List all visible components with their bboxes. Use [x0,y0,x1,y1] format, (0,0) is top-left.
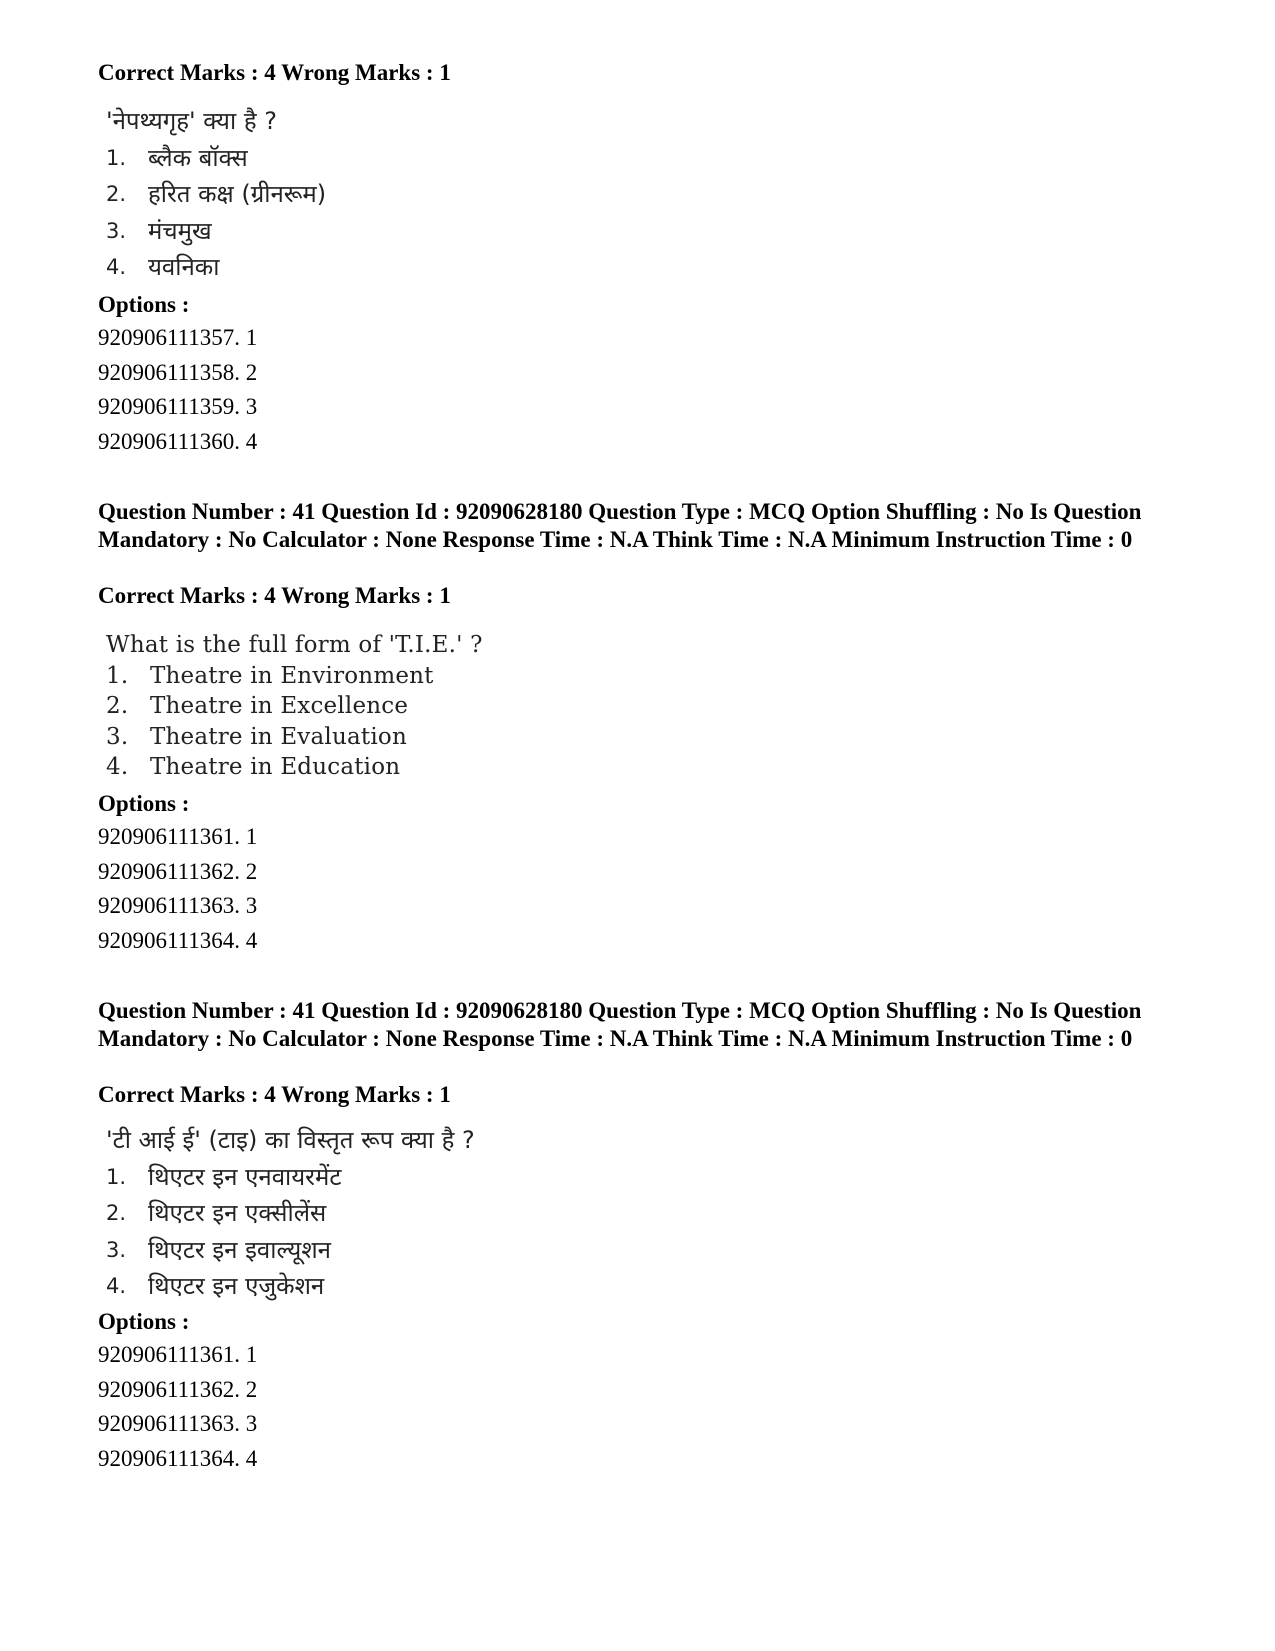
choice-item [106,1195,475,1232]
question-text: 'टी आई ई' (टाइ) का विस्तृत रूप क्या है ? [106,1126,475,1154]
choice-text: Theatre in Environment [150,662,434,689]
choice-item [106,1159,475,1196]
question-text: What is the full form of 'T.I.E.' ? [106,632,483,658]
choice-text: हरित कक्ष (ग्रीनरूम) [148,180,327,208]
choice-item [106,140,326,177]
option-item: 920906111362. 2 [98,858,258,884]
choice-number: 1. [106,145,127,170]
marks-line: Correct Marks : 4 Wrong Marks : 1 [98,60,451,85]
option-item: 920906111357. 1 [98,325,258,350]
options-label: Options : [98,1309,190,1334]
choice-text: यवनिका [148,253,220,281]
choice-item [106,176,326,213]
option-item: 920906111361. 1 [98,1342,258,1367]
options-list [98,321,1178,459]
choice-text: थिएटर इन एक्सीलेंस [148,1199,327,1227]
option-item: 920906111364. 4 [98,1445,258,1471]
choice-item [106,249,326,286]
choice-list [106,140,326,286]
choice-item [106,752,483,783]
choice-number: 1. [106,1164,127,1189]
choice-text: Theatre in Education [150,754,401,780]
question-image [106,103,326,286]
choice-number: 4. [106,1274,127,1298]
choice-text: Theatre in Excellence [150,693,409,719]
choice-number: 2. [106,693,129,719]
options-list [98,820,1178,958]
question-text: 'नेपथ्यगृह' क्या है ? [106,107,277,135]
choice-number: 1. [106,662,129,689]
choice-text: ब्लैक बॉक्स [148,143,248,172]
option-item: 920906111363. 3 [98,893,258,918]
choice-item [106,661,483,692]
choice-list [106,661,483,783]
options-label: Options : [98,791,190,816]
option-item: 920906111359. 3 [98,394,258,419]
option-item: 920906111364. 4 [98,927,258,953]
choice-item [106,1232,475,1269]
choice-number: 4. [106,255,127,279]
option-item: 920906111362. 2 [98,1376,258,1402]
choice-text: मंचमुख [148,216,212,245]
choice-number: 4. [106,754,129,780]
choice-item [106,691,483,722]
choice-item [106,213,326,250]
choice-text: थिएटर इन इवाल्यूशन [148,1235,331,1264]
choice-text: थिएटर इन एजुकेशन [148,1272,325,1300]
options-label: Options : [98,292,190,317]
question-header: Question Number : 41 Question Id : 92090628180 Question Type : MCQ Option Shuffling : No Is Question Mandatory : No Calculator : None Response Time : N.A Think Time : N.A Minimum Instruction Time : 0 [98,499,1142,552]
choice-number: 2. [106,182,127,206]
choice-text: Theatre in Evaluation [150,723,407,750]
question-header: Question Number : 41 Question Id : 92090628180 Question Type : MCQ Option Shuffling : No Is Question Mandatory : No Calculator : None Response Time : N.A Think Time : N.A Minimum Instruction Time : 0 [98,998,1142,1051]
choice-item [106,722,483,753]
option-item: 920906111361. 1 [98,824,258,849]
choice-list [106,1159,475,1305]
choice-number: 3. [106,218,127,243]
choice-text: थिएटर इन एनवायरमेंट [148,1162,342,1191]
option-item: 920906111363. 3 [98,1411,258,1436]
question-image [106,1122,475,1305]
options-list [98,1338,1178,1476]
choice-number: 3. [106,1237,127,1262]
marks-line: Correct Marks : 4 Wrong Marks : 1 [98,1082,451,1107]
choice-number: 2. [106,1201,127,1225]
question-image [106,630,483,783]
choice-item [106,1268,475,1305]
choice-number: 3. [106,723,129,750]
option-item: 920906111360. 4 [98,428,258,454]
marks-line: Correct Marks : 4 Wrong Marks : 1 [98,583,451,608]
option-item: 920906111358. 2 [98,359,258,385]
